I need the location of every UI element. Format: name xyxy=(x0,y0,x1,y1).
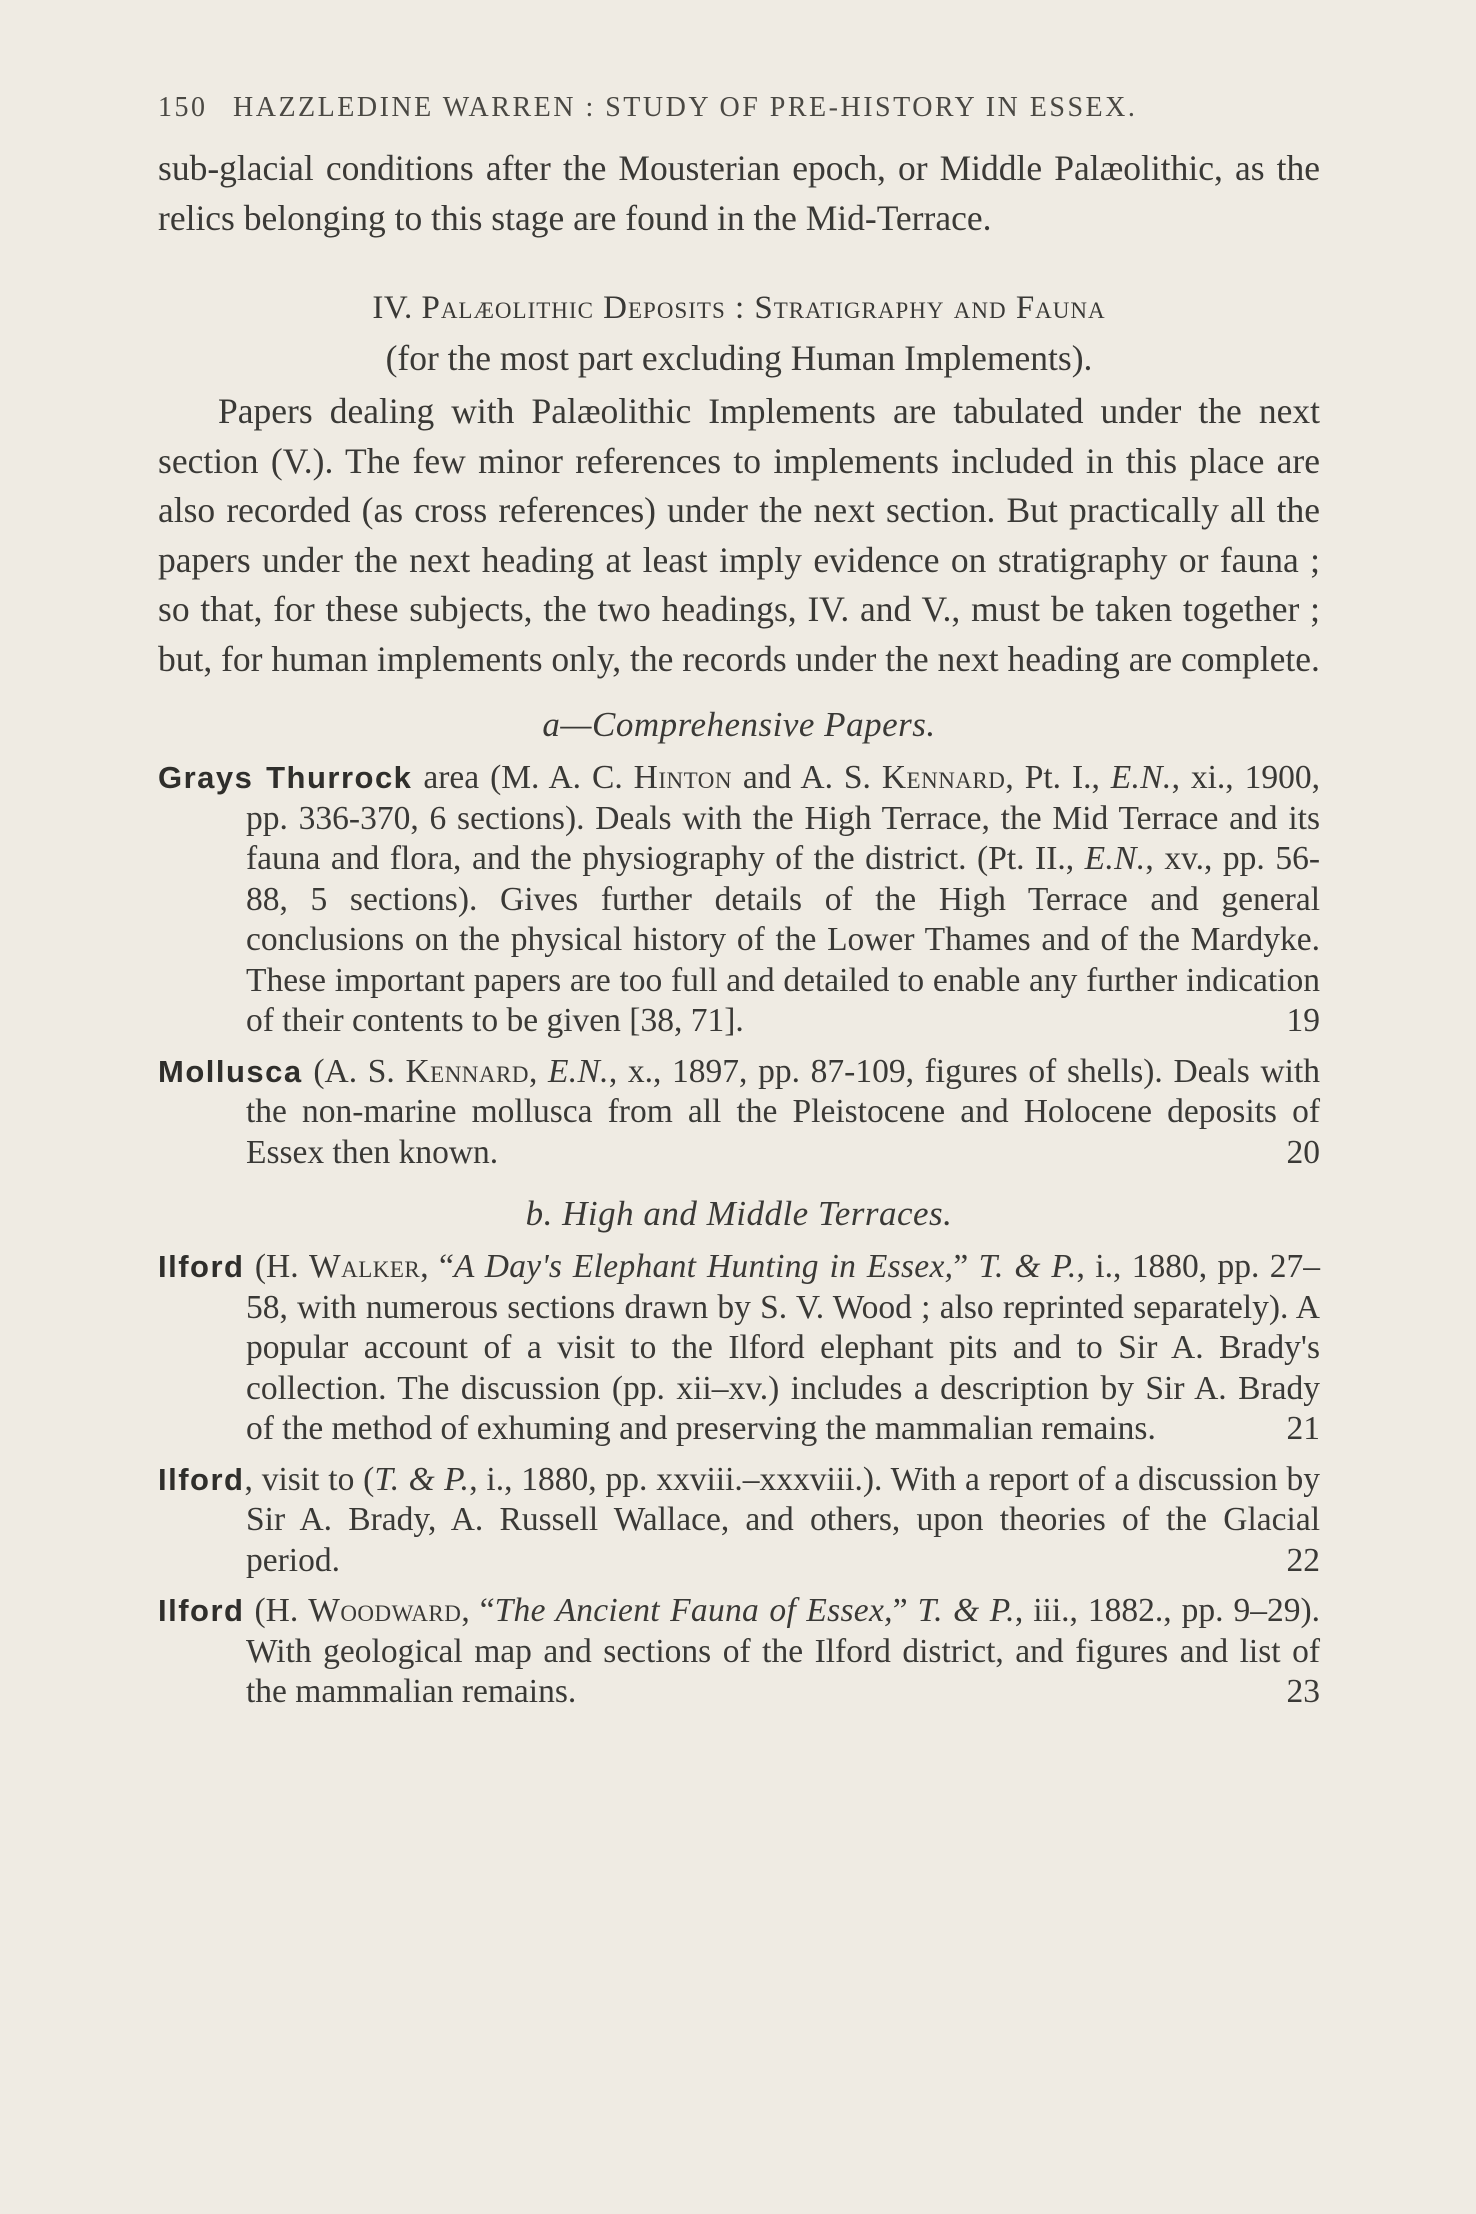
section-heading xyxy=(158,283,1320,333)
entry-journal: E.N. xyxy=(548,1052,609,1090)
entry-number: 22 xyxy=(1286,1541,1320,1579)
subheading-high-middle-terraces: b. High and Middle Terraces. xyxy=(525,1194,953,1233)
entry-number: 23 xyxy=(1286,1673,1320,1710)
entry-author: Woodward xyxy=(308,1592,462,1629)
entry-keyword: Ilford xyxy=(158,1593,245,1628)
entry-journal: E.N. xyxy=(1110,759,1172,796)
entry-journal: E.N. xyxy=(1084,840,1146,877)
page xyxy=(158,86,1320,1723)
section-numeral: IV. xyxy=(372,290,413,326)
section-subtitle: (for the most part excluding Human Implements). xyxy=(385,338,1093,378)
entry-author: Kennard xyxy=(405,1052,529,1090)
entry-keyword: Ilford xyxy=(158,1461,245,1497)
entry-title: The Ancient Fauna of Essex, xyxy=(494,1592,893,1629)
entry-grays-thurrock: Grays Thurrock area (M. A. C. Hinton and A. S. Kennard, Pt. I., E.N., xi., 1900, pp. 336-370, 6 sections). Deals with the High Terrace, the Mid Terrace and its fauna and flora, and the physiography of the district. (Pt. II., E.N., xv., pp. 56-88, 5 sections). Gives further details of the High Terrace and general conclusions on the physical history of the Lower Thames and of the Mardyke. These important papers are too full and detailed to enable any further indication of their contents to be given [38, 71]. 19 xyxy=(158,758,1320,1042)
entry-mollusca: Mollusca (A. S. Kennard, E.N., x., 1897, pp. 87-109, figures of shells). Deals with the non-marine mollusca from all the Pleistocene and Holocene deposits of Essex then known. 20 xyxy=(158,1052,1320,1174)
entry-ilford-woodward: Ilford (H. Woodward, “The Ancient Fauna of Essex,” T. & P., iii., 1882., pp. 9–29). With geological map and sections of the Ilford district, and figures and list of the mammalian remains. 23 xyxy=(158,1591,1320,1713)
entry-journal: T. & P. xyxy=(917,1592,1015,1629)
entry-keyword: Ilford xyxy=(158,1249,245,1284)
entry-ilford-visit: Ilford, visit to (T. & P., i., 1880, pp. xxviii.–xxxviii.). With a report of a discussion by Sir A. Brady, A. Russell Wallace, and others, upon theories of the Glacial period. 22 xyxy=(158,1460,1320,1582)
running-title: HAZZLEDINE WARREN : STUDY OF PRE-HISTORY IN ESSEX. xyxy=(233,92,1138,123)
entry-number: 20 xyxy=(1286,1133,1320,1171)
running-head xyxy=(158,86,1320,130)
entry-title: A Day's Elephant Hunting in Essex, xyxy=(453,1248,954,1285)
entry-author: Hinton xyxy=(633,759,732,796)
section-title: Palæolithic Deposits : Stratigraphy and Fauna xyxy=(421,290,1106,326)
entry-number: 19 xyxy=(1286,1002,1320,1039)
entry-keyword: Mollusca xyxy=(158,1053,303,1089)
subheading-comprehensive-papers: a—Comprehensive Papers. xyxy=(542,705,936,744)
entry-journal: T. & P. xyxy=(978,1248,1077,1285)
entry-author: Walker xyxy=(308,1248,421,1285)
section-paragraph: Papers dealing with Palæolithic Implements are tabulated under the next section (V.). The few minor references to implements included in this place are also recorded (as cross references) under the next section. But practically all the papers under the next heading at least imply evidence on stratigraphy or fauna ; so that, for these subjects, the two headings, IV. and V., must be taken together ; but, for human implements only, the records under the next heading are complete. xyxy=(158,391,1320,679)
entry-ilford-walker: Ilford (H. Walker, “A Day's Elephant Hunting in Essex,” T. & P., i., 1880, pp. 27–58, with numerous sections drawn by S. V. Wood ; also reprinted separately). A popular account of a visit to the Ilford elephant pits and to Sir A. Brady's collection. The discussion (pp. xii–xv.) includes a description by Sir A. Brady of the method of exhuming and preserving the mammalian remains. 21 xyxy=(158,1247,1320,1450)
entry-number: 21 xyxy=(1286,1410,1320,1447)
entry-keyword: Grays Thurrock xyxy=(158,760,413,795)
page-number: 150 xyxy=(158,92,208,123)
intro-paragraph: sub-glacial conditions after the Mousterian epoch, or Middle Palæolithic, as the relics belonging to this stage are found in the Mid-Terrace. xyxy=(158,148,1320,238)
entry-journal: T. & P. xyxy=(374,1460,470,1498)
entry-author: Kennard xyxy=(881,759,1006,796)
